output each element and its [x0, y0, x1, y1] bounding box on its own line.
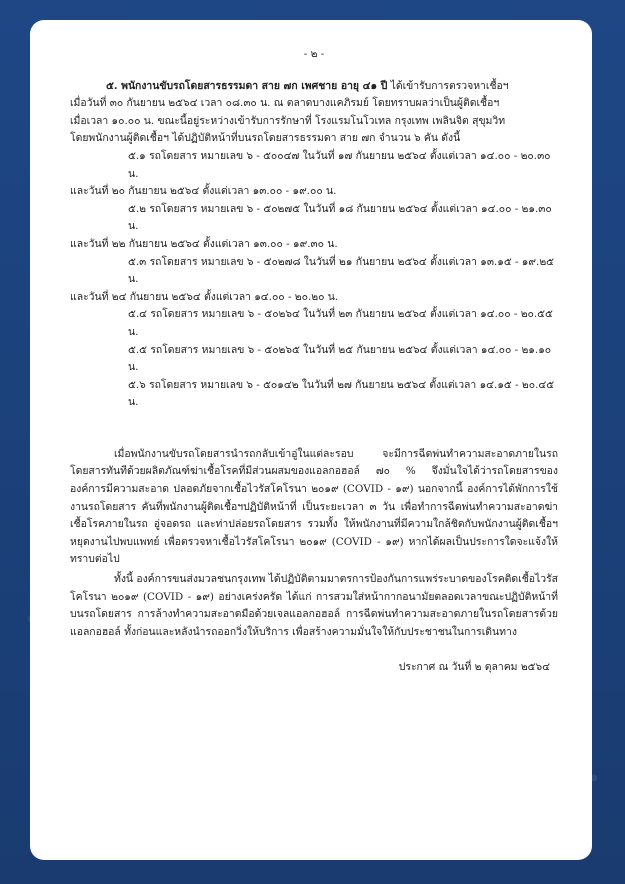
- item5-line: เมื่อเวลา ๑๐.๐๐ น. ขณะนี้อยู่ระหว่างเข้ารับการรักษาที่ โรงแรมโนโวเทล กรุงเทพ เพลินจิต สุขุมวิท: [70, 114, 506, 127]
- bus-item: ๕.๔ รถโดยสาร หมายเลข ๖ - ๕๐๒๖๔ ในวันที่ ๒๓ กันยายน ๒๕๖๔ ตั้งแต่เวลา ๑๔.๐๐ - ๒๐.๕๕ น.: [128, 308, 553, 338]
- document-page: [30, 20, 592, 860]
- bus-item-continuation: และวันที่ ๒๐ กันยายน ๒๕๖๔ ตั้งแต่เวลา ๑๓.๐๐ - ๑๙.๐๐ น.: [70, 185, 337, 198]
- spacer: [70, 412, 558, 446]
- item5-heading: [70, 78, 558, 96]
- measures-paragraph: ทั้งนี้ องค์การขนส่งมวลชนกรุงเทพ ได้ปฏิบัติตามมาตรการป้องกันการแพร่ระบาดของโรคติดเชื้อไวรัสโคโรนา ๒๐๑๙ (COVID - ๑๙) อย่างเคร่งครัด ได้แก่ การสวมใส่หน้ากากอนามัยตลอดเวลาขณะปฏิบัติหน้าที่บนรถโดยสาร การล้างทำความสะอาดมือด้วยเจลแอลกอฮอล์ การฉีดพ่นทำความสะอาดภายในรถโดยสารด้วยแอลกอฮอล์ ทั้งก่อนและหลังนำรถออกวิ่งให้บริการ เพื่อสร้างความมั่นใจให้กับประชาชนในการเดินทาง: [70, 573, 558, 638]
- bus-item: ๕.๕ รถโดยสาร หมายเลข ๖ - ๕๐๒๖๕ ในวันที่ ๒๕ กันยายน ๒๕๖๔ ตั้งแต่เวลา ๑๔.๐๐ - ๒๑.๑๐ น.: [128, 343, 552, 374]
- item5-line: โดยพนักงานผู้ติดเชื้อฯ ได้ปฏิบัติหน้าที่บนรถโดยสารธรรมดา สาย ๗ก จำนวน ๖ คัน ดังนี้: [70, 132, 461, 145]
- item5-line: เมื่อวันที่ ๓๐ กันยายน ๒๕๖๔ เวลา ๐๘.๓๐ น. ณ ตลาดบางแคภิรมย์ โดยทราบผลว่าเป็นผู้ติดเชื้อฯ: [70, 97, 500, 110]
- page-number: - ๒ -: [303, 48, 325, 60]
- bus-item: ๕.๒ รถโดยสาร หมายเลข ๖ - ๕๐๒๗๕ ในวันที่ ๑๘ กันยายน ๒๕๖๔ ตั้งแต่เวลา ๑๔.๐๐ - ๒๑.๓๐ น.: [128, 202, 552, 233]
- announcement-date: ประกาศ ณ วันที่ ๒ ตุลาคม ๒๕๖๔: [398, 661, 550, 674]
- bus-item: ๕.๓ รถโดยสาร หมายเลข ๖ - ๕๐๒๗๘ ในวันที่ ๒๑ กันยายน ๒๕๖๔ ตั้งแต่เวลา ๑๓.๑๕ - ๑๙.๒๕ น.: [128, 255, 555, 286]
- bus-item-continuation: และวันที่ ๒๔ กันยายน ๒๕๖๔ ตั้งแต่เวลา ๑๔.๐๐ - ๒๐.๒๐ น.: [70, 290, 339, 303]
- item5-heading-rest: ได้เข้ารับการตรวจหาเชื้อฯ: [387, 79, 509, 92]
- item5-heading-bold: ๕. พนักงานขับรถโดยสารธรรมดา สาย ๗ก เพศชาย อายุ ๔๑ ปี: [106, 79, 388, 92]
- cleaning-paragraph: เมื่อพนักงานขับรถโดยสารนำรถกลับเข้าอู่ในแต่ละรอบ จะมีการฉีดพ่นทำความสะอาดภายในรถโดยสารทันทีด้วยผลิตภัณฑ์ฆ่าเชื้อโรคที่มีส่วนผสมของแอลกอฮอล์ ๗๐ % จึงมั่นใจได้ว่ารถโดยสารของ องค์การมีความสะอาด ปลอดภัยจากเชื้อไวรัสโคโรนา ๒๐๑๙ (COVID - ๑๙) นอกจากนี้ องค์การได้พักการใช้งานรถโดยสาร คันที่พนักงานผู้ติดเชื้อฯปฏิบัติหน้าที่ เป็นระยะเวลา ๓ วัน เพื่อทำการฉีดพ่นทำความสะอาดฆ่าเชื้อโรคภายในรถ อู่จอดรถ และท่าปล่อยรถโดยสาร รวมทั้ง ให้พนักงานที่มีความใกล้ชิดกับพนักงานผู้ติดเชื้อฯ หยุดงานไปพบแพทย์ เพื่อตรวจหาเชื้อไวรัสโคโรนา ๒๐๑๙ (COVID - ๑๙) หากได้ผลเป็นประการใดจะแจ้งให้ทราบต่อไป: [70, 447, 558, 566]
- bus-item: ๕.๖ รถโดยสาร หมายเลข ๖ - ๕๐๑๔๒ ในวันที่ ๒๗ กันยายน ๒๕๖๔ ตั้งแต่เวลา ๑๔.๑๕ - ๒๐.๔๕ น.: [128, 378, 555, 409]
- bus-item: ๕.๑ รถโดยสาร หมายเลข ๖ - ๕๐๐๔๗ ในวันที่ ๑๗ กันยายน ๒๕๖๔ ตั้งแต่เวลา ๑๔.๐๐ - ๒๐.๓๐ น.: [128, 149, 551, 180]
- bus-item-continuation: และวันที่ ๒๒ กันยายน ๒๕๖๔ ตั้งแต่เวลา ๑๓.๐๐ - ๑๙.๓๐ น.: [70, 237, 338, 250]
